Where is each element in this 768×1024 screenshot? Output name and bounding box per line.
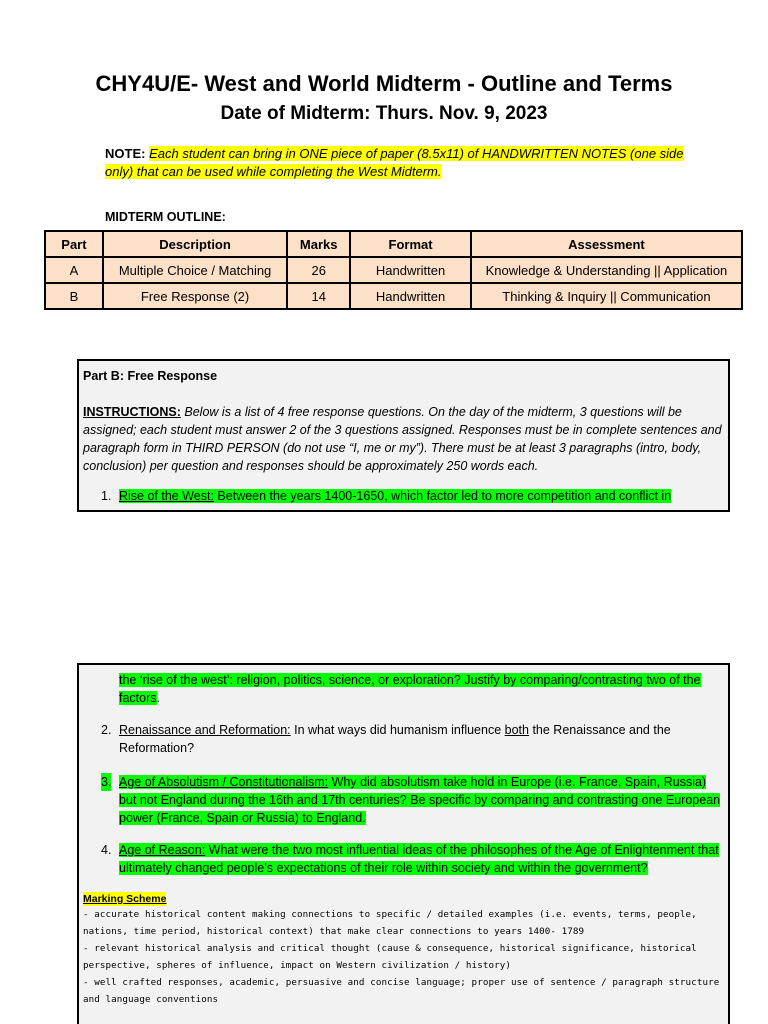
marking-item: - relevant historical analysis and critical thought (cause & consequence, historical significance, historical perspective, spheres of influence, impact on Western civilization / history)	[83, 943, 697, 971]
instructions-label: INSTRUCTIONS:	[83, 405, 181, 419]
question-text: the ‘rise of the west’: religion, politics, science, or exploration? Justify by comparing/contrasting two of the factors	[119, 673, 701, 705]
table-cell: Knowledge & Understanding || Application	[471, 257, 742, 283]
table-cell: Handwritten	[350, 257, 471, 283]
question-topic: Age of Absolutism / Constitutionalism:	[119, 775, 329, 789]
outline-label: MIDTERM OUTLINE:	[105, 210, 226, 224]
question-text: Why did absolutism take hold in Europe (i.e. France, Spain, Russia) but not England during the 16th and 17th centuries? Be specific by comparing and contrasting one European power (France, Spain or Russia) to England.	[119, 775, 721, 825]
table-header: Format	[350, 231, 471, 257]
question-4	[83, 841, 724, 877]
part-b-box-page2	[77, 663, 730, 1024]
table-header: Description	[103, 231, 287, 257]
midterm-date: Date of Midterm: Thurs. Nov. 9, 2023	[220, 103, 548, 124]
table-cell: 14	[287, 283, 350, 309]
table-cell: 26	[287, 257, 350, 283]
marking-scheme-title: Marking Scheme	[83, 893, 167, 905]
marking-scheme	[83, 906, 724, 1008]
table-cell: Handwritten	[350, 283, 471, 309]
page-title: CHY4U/E- West and World Midterm - Outline and Terms	[95, 71, 673, 96]
instructions-paragraph	[83, 403, 724, 475]
question-1-continued	[83, 671, 724, 707]
midterm-outline-table	[44, 230, 743, 310]
table-header-row	[45, 231, 742, 257]
table-cell: Multiple Choice / Matching	[103, 257, 287, 283]
note-paragraph	[105, 145, 695, 181]
question-3	[83, 773, 724, 827]
question-text: In what ways did humanism influence	[290, 723, 505, 737]
marking-item: - well crafted responses, academic, persuasive and concise language; proper use of sentence / paragraph structure and language conventions	[83, 977, 720, 1005]
question-number: 4.	[101, 843, 112, 857]
table-cell: Free Response (2)	[103, 283, 287, 309]
part-b-heading: Part B: Free Response	[83, 369, 218, 383]
instructions-text: Below is a list of 4 free response questions. On the day of the midterm, 3 questions will be assigned; each student must answer 2 of the 3 questions assigned. Responses must be in complete sentences and paragraph form in THIRD PERSON (do not use “I, me or my”). There must be at least 3 paragraphs (intro, body, conclusion) per question and responses should be approximately 250 words each.	[83, 405, 722, 473]
question-end: .	[156, 691, 160, 705]
note-label: NOTE:	[105, 146, 146, 161]
question-text: Between the years 1400-1650, which factor led to more competition and conflict in	[213, 489, 672, 503]
table-header: Assessment	[471, 231, 742, 257]
marking-item: - accurate historical content making connections to specific / detailed examples (i.e. events, terms, people, nations, time period, historical context) that make clear connections to years 1400- 1789	[83, 909, 697, 937]
question-topic: Age of Reason:	[119, 843, 206, 857]
table-row	[45, 257, 742, 283]
question-emphasis: both	[504, 723, 529, 737]
part-b-box-page1	[77, 359, 730, 512]
question-1-start	[83, 487, 724, 505]
table-header: Marks	[287, 231, 350, 257]
question-text: What were the two most influential ideas of the philosophes of the Age of Enlightenment that ultimately changed people’s expectations of their role within society and within the government?	[119, 843, 719, 875]
note-text: Each student can bring in ONE piece of paper (8.5x11) of HANDWRITTEN NOTES (one side only) that can be used while completing the West Midterm.	[105, 146, 684, 179]
question-topic: Rise of the West:	[119, 489, 214, 503]
question-text: the Renaissance and the Reformation?	[119, 723, 671, 755]
question-number: 3.	[101, 775, 112, 789]
table-cell: Thinking & Inquiry || Communication	[471, 283, 742, 309]
table-row	[45, 283, 742, 309]
table-cell: B	[45, 283, 103, 309]
question-number: 1.	[101, 489, 112, 503]
question-2	[83, 721, 724, 757]
table-header: Part	[45, 231, 103, 257]
question-number: 2.	[101, 723, 112, 737]
table-cell: A	[45, 257, 103, 283]
question-topic: Renaissance and Reformation:	[119, 723, 291, 737]
